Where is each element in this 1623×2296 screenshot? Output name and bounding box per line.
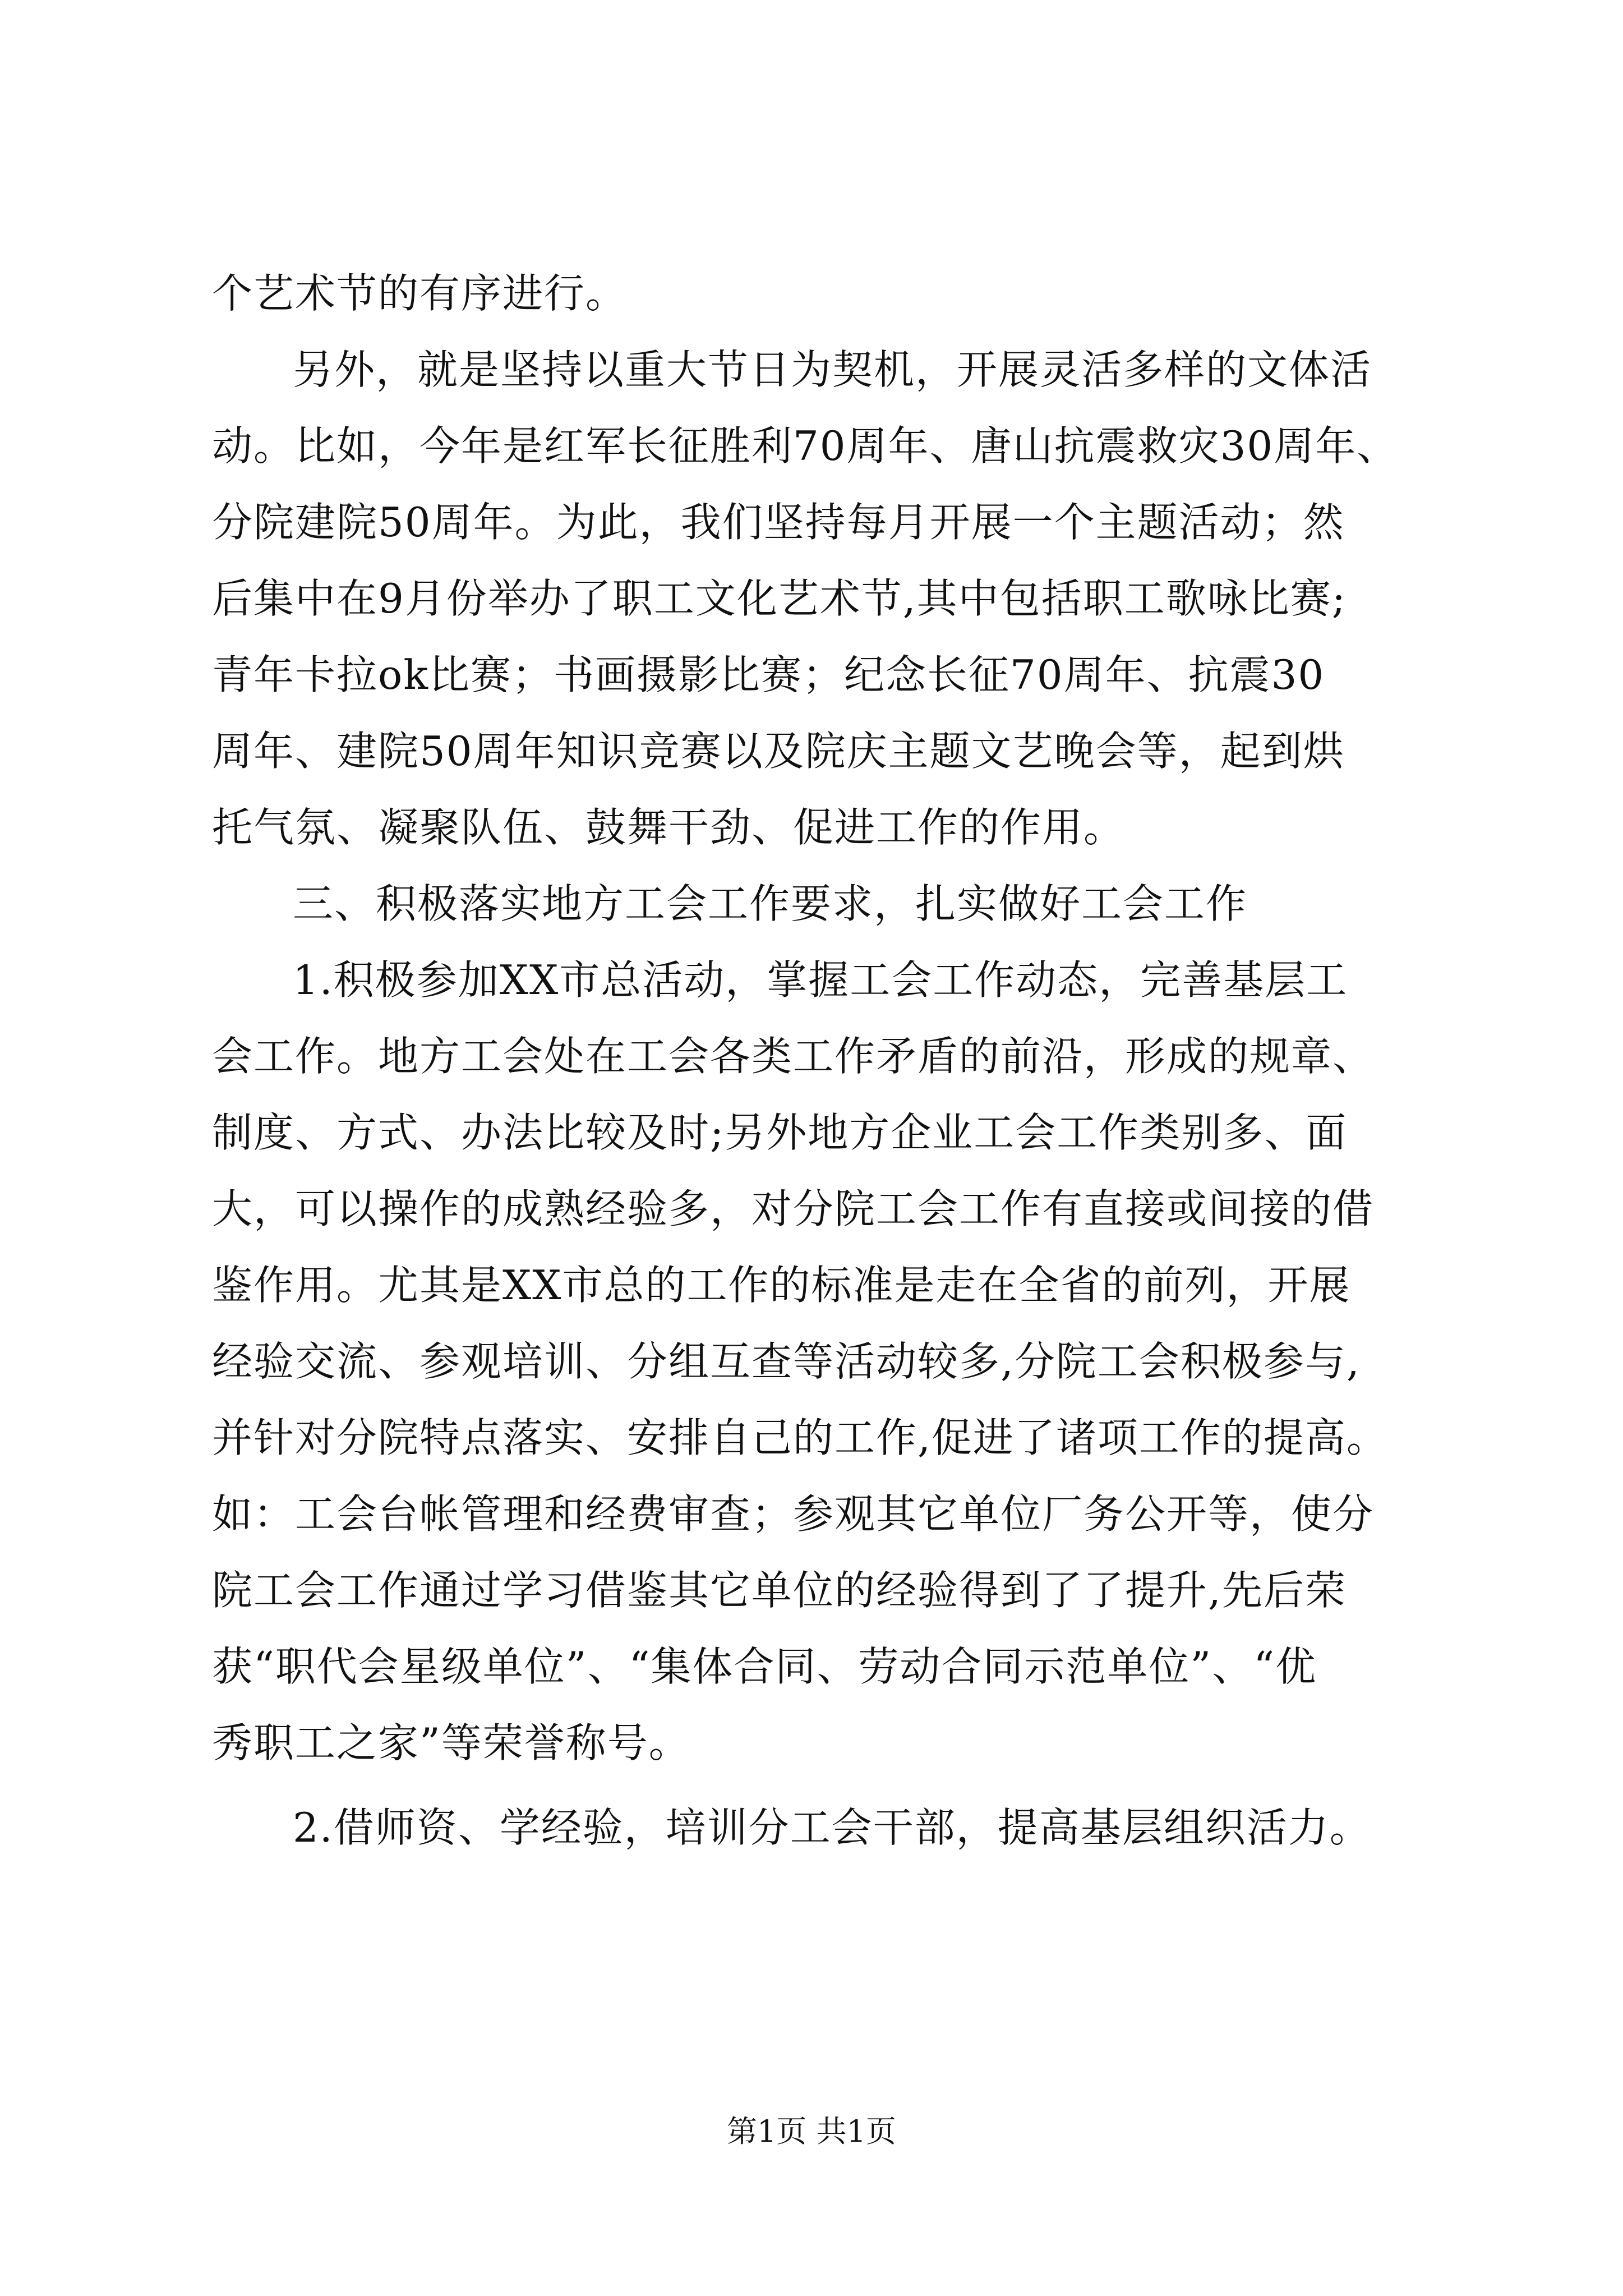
section-heading: 三、积极落实地方工会工作要求，扎实做好工会工作: [293, 880, 1248, 927]
text-line: 经验交流、参观培训、分组互查等活动较多,分院工会积极参与,: [212, 1338, 1361, 1385]
paragraph-line: 1.积极参加XX市总活动，掌握工会工作动态，完善基层工: [293, 956, 1348, 1004]
page-number-footer: 第1页 共1页: [727, 2114, 896, 2149]
text-line: 动。比如，今年是红军长征胜利70周年、唐山抗震救灾30周年、: [212, 422, 1399, 470]
text-line: 院工会工作通过学习借鉴其它单位的经验得到了了提升,先后荣: [212, 1567, 1347, 1614]
text-line: 托气氛、凝聚队伍、鼓舞干劲、促进工作的作用。: [212, 804, 1126, 851]
text-line: 个艺术节的有序进行。: [212, 270, 628, 317]
paragraph-line: 2.借师资、学经验，培训分工会干部，提高基层组织活力。: [293, 1804, 1371, 1851]
text-line: 制度、方式、办法比较及时;另外地方企业工会工作类别多、面: [212, 1109, 1348, 1156]
text-line: 会工作。地方工会处在工会各类工作矛盾的前沿，形成的规章、: [212, 1033, 1375, 1080]
text-line: 大，可以操作的成熟经验多，对分院工会工作有直接或间接的借: [212, 1185, 1375, 1232]
text-line: 青年卡拉ok比赛；书画摄影比赛；纪念长征70周年、抗震30: [212, 651, 1325, 698]
text-line: 并针对分院特点落实、安排自己的工作,促进了诸项工作的提高。: [212, 1414, 1388, 1461]
text-line: 如：工会台帐管理和经费审查；参观其它单位厂务公开等，使分: [212, 1490, 1375, 1538]
text-line: 秀职工之家”等荣誉称号。: [212, 1719, 690, 1766]
text-line: 后集中在9月份举办了职工文化艺术节,其中包括职工歌咏比赛;: [212, 575, 1347, 622]
text-line: 分院建院50周年。为此，我们坚持每月开展一个主题活动；然: [212, 499, 1345, 546]
text-line: 鉴作用。尤其是XX市总的工作的标准是走在全省的前列，开展: [212, 1262, 1351, 1309]
text-line: 获“职代会星级单位”、“集体合同、劳动合同示范单位”、“优: [212, 1643, 1317, 1690]
paragraph-line: 另外，就是坚持以重大节日为契机，开展灵活多样的文体活: [293, 346, 1372, 393]
text-line: 周年、建院50周年知识竞赛以及院庆主题文艺晚会等，起到烘: [212, 728, 1345, 775]
